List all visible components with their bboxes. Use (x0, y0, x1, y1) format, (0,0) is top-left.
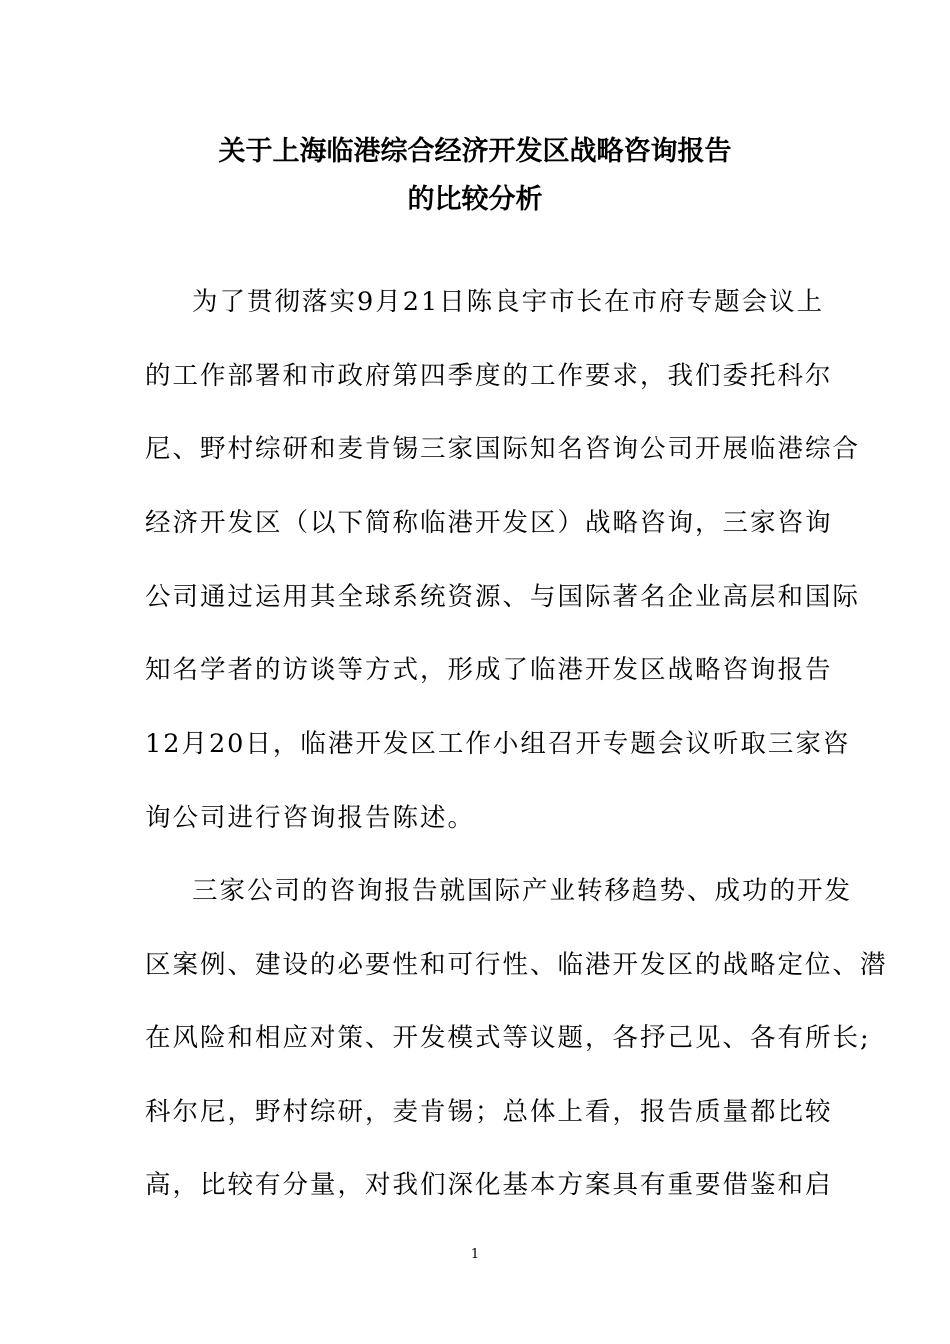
paragraph-2-line-1: 三家公司的咨询报告就国际产业转移趋势、成功的开发 (192, 876, 853, 906)
paragraph-1-line-4: 经济开发区（以下简称临港开发区）战略咨询，三家咨询 (145, 508, 833, 538)
paragraph-1-line-7: 12月20日，临港开发区工作小组召开专题会议听取三家咨 (145, 729, 851, 759)
paragraph-1-line-1: 为了贯彻落实9月21日陈良宇市长在市府专题会议上 (192, 287, 825, 317)
paragraph-1-line-5: 公司通过运用其全球系统资源、与国际著名企业高层和国际 (145, 582, 861, 612)
document-title-line-2: 的比较分析 (407, 184, 543, 215)
paragraph-2-line-4: 科尔尼，野村综研，麦肯锡；总体上看，报告质量都比较 (145, 1097, 833, 1127)
page-number: 1 (470, 1247, 480, 1262)
paragraph-1-line-6: 知名学者的访谈等方式，形成了临港开发区战略咨询报告 (145, 655, 833, 685)
document-title-line-1: 关于上海临港综合经济开发区战略咨询报告 (218, 136, 732, 167)
paragraph-2-line-2: 区案例、建设的必要性和可行性、临港开发区的战略定位、潜 (145, 950, 888, 980)
paragraph-1-line-3: 尼、野村综研和麦肯锡三家国际知名咨询公司开展临港综合 (145, 434, 861, 464)
paragraph-2-line-3: 在风险和相应对策、开发模式等议题，各抒己见、各有所长; (145, 1023, 871, 1053)
paragraph-1-line-2: 的工作部署和市政府第四季度的工作要求，我们委托科尔 (145, 361, 833, 391)
paragraph-2-line-5: 高，比较有分量，对我们深化基本方案具有重要借鉴和启 (145, 1170, 833, 1200)
paragraph-1-line-8: 询公司进行咨询报告陈述。 (145, 803, 476, 833)
